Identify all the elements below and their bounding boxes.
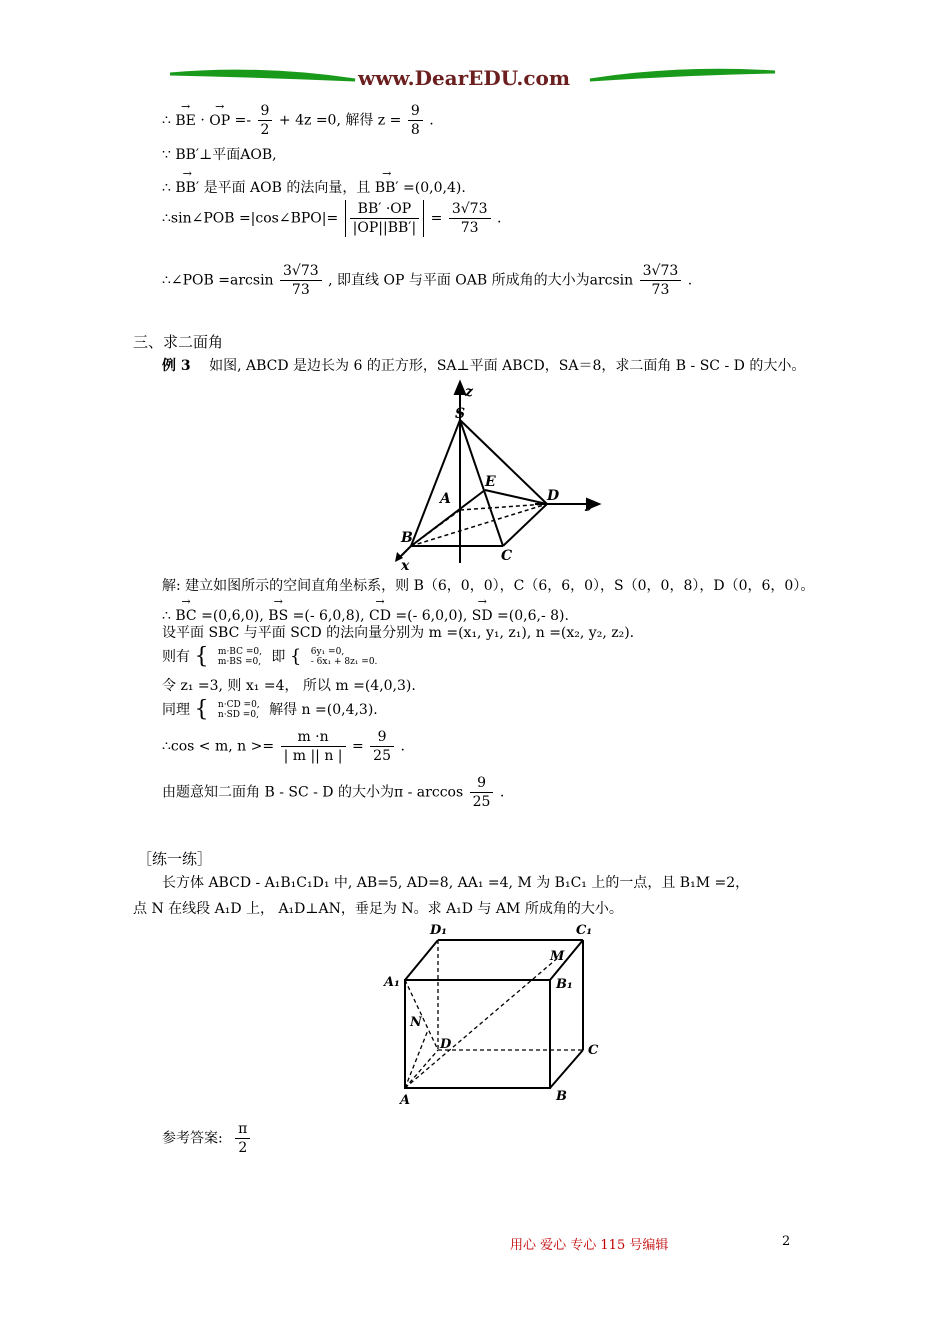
practice-line-2: 点 N 在线段 A₁D 上， A₁D⊥AN，垂足为 N。求 A₁D 与 AM 所成角的大小。	[133, 901, 623, 917]
answer-label: 参考答案:	[162, 1130, 223, 1147]
system-m-expanded: 6y₁ =0, - 6x₁ + 8z₁ =0.	[310, 647, 378, 667]
label-a: A	[440, 491, 451, 507]
edge-a-d-dashed	[405, 1050, 438, 1088]
proof-line-4	[162, 200, 501, 237]
vector-sd: → SD	[472, 600, 493, 626]
vector-bb1: → BB′	[175, 172, 199, 198]
edge-ed	[485, 490, 547, 504]
vector-bb1-second: → BB′	[375, 172, 399, 198]
vector-op: → OP	[209, 105, 230, 131]
label-d: D	[440, 1037, 452, 1052]
label-c: C	[588, 1043, 599, 1058]
label-x: x	[401, 558, 410, 573]
vector-bs: → BS	[268, 600, 288, 626]
edge-sd	[460, 420, 547, 504]
edge-b-c	[550, 1050, 583, 1088]
z-axis-arrow	[455, 382, 465, 394]
period: .	[496, 210, 502, 227]
equation-text: + 4z =0, 解得 z =	[278, 112, 402, 129]
edge-a-m-dashed	[405, 956, 560, 1088]
logo-swoosh-right	[590, 70, 775, 80]
period: .	[429, 112, 434, 129]
conclusion-text: , 即直线 OP 与平面 OAB 所成角的大小为arcsin	[328, 272, 634, 289]
solution-line-4: 则有 { m·BC =0, m·BS =0, 即 { 6y₁ =0, - 6x₁ + 8z₁ =0.	[162, 647, 382, 667]
solution-line-8: 由题意知二面角 B - SC - D 的大小为π - arccos $\frac{9}{25}$ .	[162, 775, 505, 810]
solution-line-1: 解: 建立如图所示的空间直角坐标系，则 B（6，0，0），C（6，6，0），S（0，0，8），D（0，6，0）。	[162, 578, 815, 594]
pyramid-figure	[385, 378, 605, 573]
label-b1: B₁	[556, 977, 573, 992]
label-e: E	[485, 474, 496, 490]
practice-title: ［练一练］	[137, 850, 213, 868]
fraction-mn: $\frac{m \cdot n}{| m || n |}$	[281, 728, 346, 765]
edge-bd-dashed	[411, 504, 547, 546]
fraction-3sqrt73-73: $\frac{3√73}{73}$	[280, 262, 322, 299]
answer-line	[162, 1120, 252, 1157]
solution-line-5: 令 z₁ =3, 则 x₁ =4， 所以 m =(4,0,3).	[162, 678, 416, 694]
therefore-symbol: ∴	[162, 112, 171, 129]
answer-fraction: $\frac{\pi}{2}$	[235, 1120, 250, 1157]
proof-line-2: ∵ BB′⊥平面AOB,	[162, 147, 277, 163]
therefore-symbol: ∴	[162, 180, 171, 196]
label-d1: D₁	[430, 923, 447, 938]
edge-ad-dashed	[460, 504, 547, 510]
section-title: 三、求二面角	[133, 333, 224, 351]
label-b: B	[401, 530, 413, 546]
label-d: D	[547, 488, 560, 504]
fraction-3sqrt73-73-second: $\frac{3√73}{73}$	[640, 262, 682, 299]
solution-line-2: ∴ → BC =(0,6,0), → BS =(- 6,0,8), → CD =(- 6,0,0), → SD =(0,6,- 8).	[162, 600, 569, 626]
label-n: N	[410, 1015, 422, 1030]
edge-a-n-dashed	[405, 1030, 428, 1088]
logo-text: www.DearEDU.com	[358, 66, 571, 90]
vector-be: → BE	[175, 105, 196, 131]
fraction-9-2: $\frac{9}{2}$	[258, 102, 273, 139]
label-c1: C₁	[576, 923, 593, 938]
proof-line-1	[162, 102, 434, 139]
example-3	[162, 355, 805, 375]
practice-line-1: 长方体 ABCD - A₁B₁C₁D₁ 中, AB=5, AD=8, AA₁ =4, M 为 B₁C₁ 上的一点，且 B₁M =2，	[162, 875, 750, 891]
fraction-9-8: $\frac{9}{8}$	[408, 102, 423, 139]
label-a1: A₁	[384, 975, 400, 990]
label-b: B	[556, 1089, 567, 1104]
solution-line-6: 同理 { n·CD =0, n·SD =0, 解得 n =(0,4,3).	[162, 697, 378, 722]
header-logo	[170, 62, 780, 98]
dot-operator: ·	[200, 112, 205, 129]
fraction-9-25: $\frac{9}{25}$	[370, 728, 394, 765]
edge-a1-d1	[405, 940, 438, 980]
angle-expression: ∴∠POB =arcsin	[162, 272, 274, 289]
label-m: M	[550, 949, 565, 964]
label-z: z	[465, 384, 473, 400]
sin-expression: ∴sin∠POB =|cos∠BPO|=	[162, 210, 339, 227]
equals-minus: =-	[234, 112, 252, 129]
fraction-3sqrt73-73: $\frac{3√73}{73}$	[449, 200, 491, 237]
vector-cd: → CD	[369, 600, 391, 626]
label-c: C	[501, 548, 513, 564]
period: .	[687, 272, 693, 289]
logo-swoosh-left	[170, 71, 355, 80]
fraction-dot-product: $\frac{BB' \cdot OP}{|OP||BB'|}$	[345, 200, 425, 237]
system-n: n·CD =0, n·SD =0,	[217, 700, 260, 720]
label-y: y	[585, 496, 594, 512]
solution-line-3: 设平面 SBC 与平面 SCD 的法向量分别为 m =(x₁, y₁, z₁), n =(x₂, y₂, z₂).	[162, 625, 635, 641]
equals-sign: =	[430, 210, 443, 227]
example-text: 如图, ABCD 是边长为 6 的正方形，SA⊥平面 ABCD，SA＝8，求二面角 B - SC - D 的大小。	[209, 358, 806, 374]
vector-value: =(0,0,4).	[403, 180, 466, 196]
statement-text: 是平面 AOB 的法向量，且	[203, 180, 371, 196]
page-number: 2	[782, 1234, 791, 1249]
proof-line-3	[162, 172, 466, 198]
vector-bc: → BC	[175, 600, 196, 626]
proof-line-5	[162, 262, 692, 299]
system-m: m·BC =0, m·BS =0,	[217, 647, 262, 667]
cuboid-figure	[380, 918, 605, 1108]
example-label: 例 3	[162, 358, 191, 374]
label-a: A	[400, 1093, 411, 1108]
edge-sc	[460, 420, 503, 546]
solution-line-7: ∴cos < m, n >= $\frac{m \cdot n}{| m || n |}$ = $\frac{9}{25}$ .	[162, 729, 405, 764]
fraction-9-25-second: $\frac{9}{25}$	[470, 774, 494, 811]
label-s: S	[455, 406, 466, 422]
footer-text: 用心 爱心 专心 115 号编辑	[510, 1238, 669, 1253]
